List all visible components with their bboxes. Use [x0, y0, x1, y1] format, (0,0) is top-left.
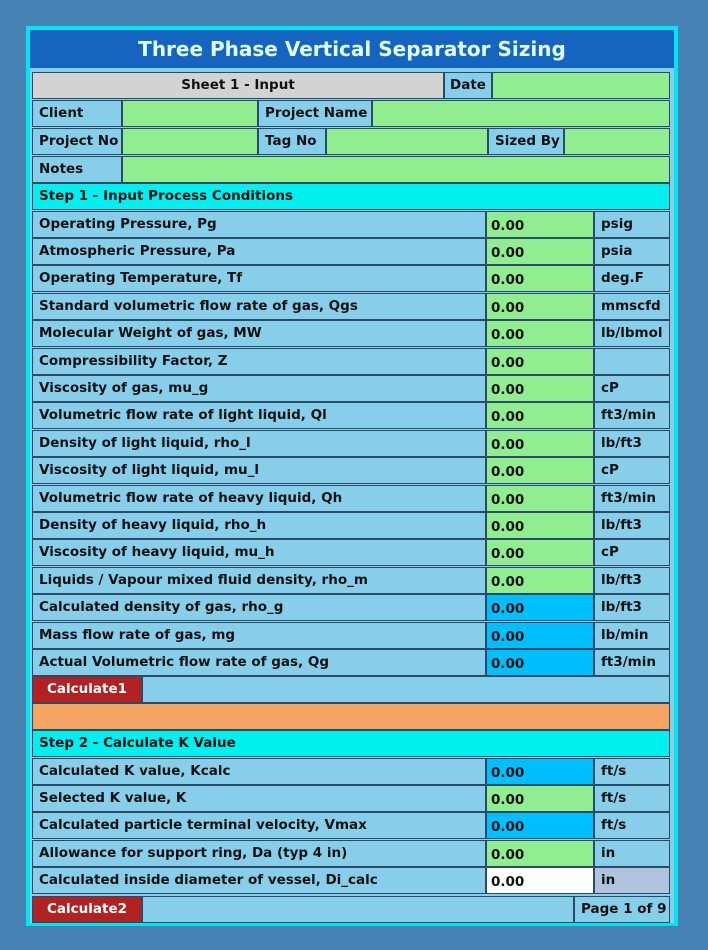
step1-row-unit: cP: [594, 375, 670, 402]
step2-row-label: Calculated K value, Kcalc: [32, 758, 486, 785]
step1-row-unit: [594, 348, 670, 375]
step1-row-unit: lb/lbmol: [594, 320, 670, 347]
step2-heading: Step 2 - Calculate K Value: [32, 730, 670, 757]
step1-row-label: Compressibility Factor, Z: [32, 348, 486, 375]
form-frame: [26, 26, 678, 926]
calculate2-button[interactable]: Calculate2: [32, 896, 142, 923]
step2-row-label: Calculated particle terminal velocity, Vmax: [32, 812, 486, 839]
step1-row-value[interactable]: 0.00: [486, 402, 594, 429]
step1-row-value[interactable]: 0.00: [486, 430, 594, 457]
project-name-label: Project Name: [258, 100, 372, 127]
step1-row-value: 0.00: [486, 622, 594, 649]
step1-row-value[interactable]: 0.00: [486, 211, 594, 238]
step2-row-label: Allowance for support ring, Da (typ 4 in): [32, 840, 486, 867]
step1-row-unit: lb/min: [594, 622, 670, 649]
step1-row-label: Operating Temperature, Tf: [32, 265, 486, 292]
step1-row-unit: mmscfd: [594, 293, 670, 320]
step1-row-unit: psig: [594, 211, 670, 238]
step1-row-label: Operating Pressure, Pg: [32, 211, 486, 238]
notes-label: Notes: [32, 156, 122, 183]
step1-row-value: 0.00: [486, 649, 594, 676]
tag-no-field[interactable]: [326, 128, 488, 155]
client-field[interactable]: [122, 100, 258, 127]
step1-row-value[interactable]: 0.00: [486, 485, 594, 512]
step2-row-value: 0.00: [486, 867, 594, 894]
step1-row-label: Mass flow rate of gas, mg: [32, 622, 486, 649]
step1-row-label: Actual Volumetric flow rate of gas, Qg: [32, 649, 486, 676]
step1-row-label: Atmospheric Pressure, Pa: [32, 238, 486, 265]
step1-row-value[interactable]: 0.00: [486, 238, 594, 265]
step1-row-label: Density of heavy liquid, rho_h: [32, 512, 486, 539]
sheet-label: Sheet 1 - Input: [32, 72, 444, 99]
date-label: Date: [444, 72, 492, 99]
step1-row-unit: lb/ft3: [594, 512, 670, 539]
step1-row-label: Molecular Weight of gas, MW: [32, 320, 486, 347]
step1-row-unit: cP: [594, 539, 670, 566]
step2-row-value: 0.00: [486, 758, 594, 785]
step2-row-value[interactable]: 0.00: [486, 840, 594, 867]
step2-row-unit: ft/s: [594, 812, 670, 839]
step1-row-unit: lb/ft3: [594, 594, 670, 621]
page-indicator: Page 1 of 9: [574, 896, 670, 923]
step1-row-unit: deg.F: [594, 265, 670, 292]
sized-by-label: Sized By: [488, 128, 564, 155]
step2-row-label: Selected K value, K: [32, 785, 486, 812]
step1-row-value[interactable]: 0.00: [486, 348, 594, 375]
step1-row-label: Viscosity of light liquid, mu_l: [32, 457, 486, 484]
step1-row-label: Viscosity of heavy liquid, mu_h: [32, 539, 486, 566]
step1-row-label: Calculated density of gas, rho_g: [32, 594, 486, 621]
step2-row-unit: in: [594, 840, 670, 867]
step1-row-unit: psia: [594, 238, 670, 265]
calculate1-button[interactable]: Calculate1: [32, 676, 142, 703]
step2-row-value[interactable]: 0.00: [486, 785, 594, 812]
step1-row-label: Density of light liquid, rho_l: [32, 430, 486, 457]
step1-row-label: Volumetric flow rate of heavy liquid, Qh: [32, 485, 486, 512]
step2-row-label: Calculated inside diameter of vessel, Di_calc: [32, 867, 486, 894]
step1-row-value[interactable]: 0.00: [486, 293, 594, 320]
step1-row-label: Viscosity of gas, mu_g: [32, 375, 486, 402]
step1-row-label: Liquids / Vapour mixed fluid density, rho_m: [32, 567, 486, 594]
step1-row-unit: ft3/min: [594, 402, 670, 429]
step1-row-value[interactable]: 0.00: [486, 539, 594, 566]
calculate1-spacer: [142, 676, 670, 703]
step1-row-value[interactable]: 0.00: [486, 265, 594, 292]
step2-row-value: 0.00: [486, 812, 594, 839]
step1-row-value[interactable]: 0.00: [486, 320, 594, 347]
step1-row-value[interactable]: 0.00: [486, 375, 594, 402]
step1-row-value[interactable]: 0.00: [486, 457, 594, 484]
step2-row-unit: ft/s: [594, 785, 670, 812]
step2-row-unit: ft/s: [594, 758, 670, 785]
step1-row-unit: ft3/min: [594, 485, 670, 512]
client-label: Client: [32, 100, 122, 127]
date-field[interactable]: [492, 72, 670, 99]
step1-row-value[interactable]: 0.00: [486, 512, 594, 539]
step1-row-label: Standard volumetric flow rate of gas, Qgs: [32, 293, 486, 320]
sized-by-field[interactable]: [564, 128, 670, 155]
calculate2-spacer: [142, 896, 574, 923]
step1-row-unit: ft3/min: [594, 649, 670, 676]
project-no-label: Project No: [32, 128, 122, 155]
step1-row-value: 0.00: [486, 594, 594, 621]
step2-row-unit: in: [594, 867, 670, 894]
step1-row-unit: lb/ft3: [594, 567, 670, 594]
tag-no-label: Tag No: [258, 128, 326, 155]
step1-row-unit: lb/ft3: [594, 430, 670, 457]
project-name-field[interactable]: [372, 100, 670, 127]
form-body: [30, 30, 674, 923]
step1-row-value[interactable]: 0.00: [486, 567, 594, 594]
notes-field[interactable]: [122, 156, 670, 183]
step1-heading: Step 1 - Input Process Conditions: [32, 183, 670, 210]
step1-row-unit: cP: [594, 457, 670, 484]
page-title: Three Phase Vertical Separator Sizing: [30, 30, 674, 68]
section-divider: [32, 703, 670, 730]
project-no-field[interactable]: [122, 128, 258, 155]
step1-row-label: Volumetric flow rate of light liquid, Ql: [32, 402, 486, 429]
